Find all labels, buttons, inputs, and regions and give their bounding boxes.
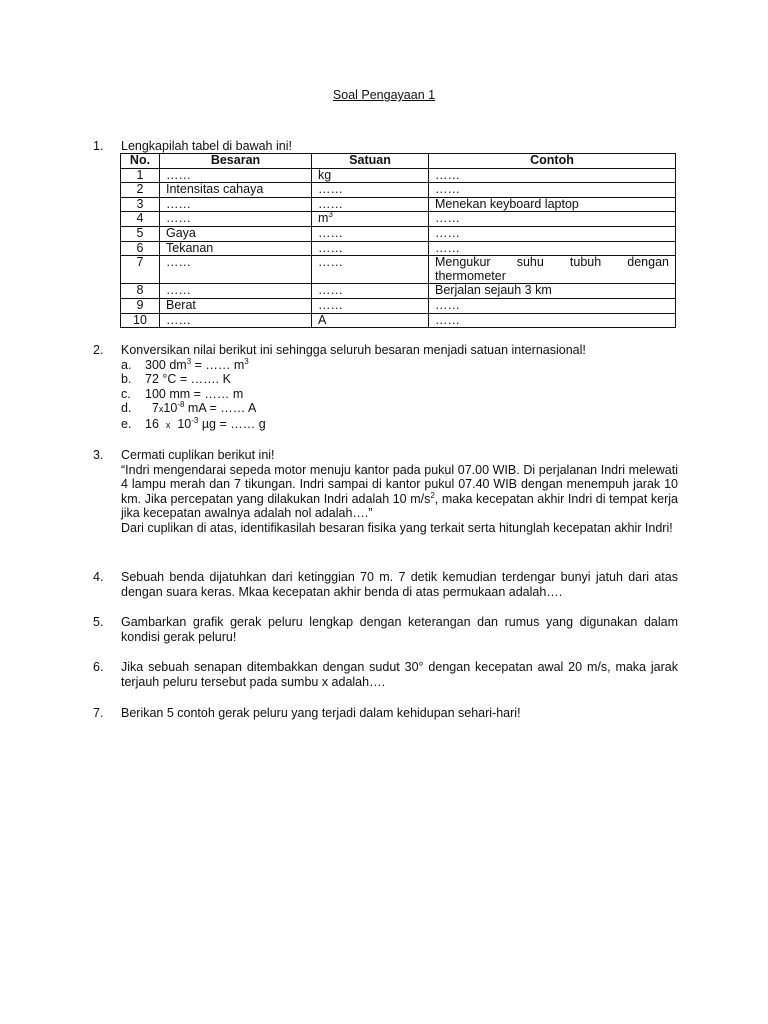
item-text: = …… m <box>191 357 245 372</box>
question-text: Lengkapilah tabel di bawah ini! <box>121 139 292 153</box>
contoh-word: tubuh <box>569 255 602 270</box>
list-item <box>121 401 678 417</box>
header-besaran: Besaran <box>160 154 312 169</box>
list-item <box>121 387 678 402</box>
quote-text <box>121 463 678 521</box>
cell-contoh: …… <box>429 241 676 256</box>
item-text: µg = …… g <box>198 416 266 431</box>
question-number: 5. <box>93 615 104 629</box>
list-item <box>121 358 678 373</box>
question-number: 6. <box>93 660 104 674</box>
cell-contoh: …… <box>429 313 676 328</box>
cell-no: 6 <box>121 241 160 256</box>
item-text: 72 °C = ……. K <box>145 372 231 387</box>
item-text: mA = …… A <box>184 401 257 416</box>
item-text: 300 dm <box>145 357 187 372</box>
cell-satuan: …… <box>312 298 429 313</box>
question-4 <box>93 570 678 599</box>
fill-in-table <box>120 153 676 328</box>
item-letter: d. <box>121 401 132 416</box>
cell-satuan: A <box>312 313 429 328</box>
contoh-word: Mengukur <box>435 255 491 270</box>
question-text: Konversikan nilai berikut ini sehingga seluruh besaran menjadi satuan internasional! <box>121 343 586 357</box>
cell-no: 7 <box>121 256 160 284</box>
page-title: Soal Pengayaan 1 <box>332 88 436 102</box>
cell-besaran: …… <box>160 168 312 183</box>
cell-no: 4 <box>121 212 160 227</box>
question-intro: Cermati cuplikan berikut ini! <box>121 448 275 462</box>
question-5 <box>93 615 678 644</box>
cell-satuan: …… <box>312 226 429 241</box>
quote-part: “Indri mengendarai sepeda motor menuju kantor pada pukul 07.00 WIB. Di perjalanan Indri melewati 4 lampu merah dan 7 tikungan. Indri sampai di kantor pukul 07.40 WIB dengan menempuh jarak 10 km. Jika percepatan yang dilakukan Indri adalah 10 m/s <box>121 462 678 506</box>
times-sign: x <box>158 404 164 415</box>
cell-satuan: kg <box>312 168 429 183</box>
cell-satuan: …… <box>312 197 429 212</box>
item-letter: a. <box>121 357 132 372</box>
table-row <box>121 298 676 313</box>
question-number: 3. <box>93 448 104 462</box>
exponent: 3 <box>186 356 192 366</box>
cell-besaran: …… <box>160 212 312 227</box>
question-text: Jika sebuah senapan ditembakkan dengan sudut 30° dengan kecepatan awal 20 m/s, maka jarak terjauh peluru tersebut pada sumbu x adalah…. <box>121 660 678 689</box>
table-row <box>121 284 676 299</box>
contoh-line-2: thermometer <box>435 268 506 283</box>
cell-besaran: Intensitas cahaya <box>160 183 312 198</box>
cell-contoh: Berjalan sejauh 3 km <box>429 284 676 299</box>
exponent: -3 <box>191 415 199 425</box>
question-1 <box>93 139 678 154</box>
cell-besaran: …… <box>160 313 312 328</box>
question-7 <box>93 706 678 721</box>
table-row <box>121 183 676 198</box>
contoh-word: dengan <box>627 255 669 270</box>
quote-part: , maka kecepatan akhir Indri di tempat kerja jika kecepatan awalnya adalah nol adalah….” <box>121 491 678 521</box>
exponent: -8 <box>177 400 185 410</box>
cell-satuan <box>312 212 429 227</box>
cell-besaran: Gaya <box>160 226 312 241</box>
cell-besaran: …… <box>160 256 312 284</box>
times-sign: x <box>165 419 171 430</box>
item-letter: e. <box>121 416 132 431</box>
cell-satuan: …… <box>312 284 429 299</box>
item-text: 16 <box>145 416 159 431</box>
cell-contoh: Menekan keyboard laptop <box>429 197 676 212</box>
item-letter: b. <box>121 372 132 387</box>
question-3 <box>93 448 678 536</box>
question-6 <box>93 660 678 689</box>
table-row <box>121 212 676 227</box>
question-2 <box>93 343 678 433</box>
table-row <box>121 256 676 284</box>
cell-no: 2 <box>121 183 160 198</box>
question-text: Gambarkan grafik gerak peluru lengkap dengan keterangan dan rumus yang digunakan dalam kondisi gerak peluru! <box>121 615 678 644</box>
cell-no: 3 <box>121 197 160 212</box>
list-item <box>121 417 678 433</box>
cell-besaran: Tekanan <box>160 241 312 256</box>
question-number: 1. <box>93 139 104 153</box>
item-letter: c. <box>121 386 131 401</box>
exponent: 3 <box>244 356 249 366</box>
table-row <box>121 197 676 212</box>
item-text: 100 mm = …… m <box>145 386 244 401</box>
cell-satuan: …… <box>312 241 429 256</box>
cell-no: 1 <box>121 168 160 183</box>
cell-besaran: …… <box>160 284 312 299</box>
cell-no: 8 <box>121 284 160 299</box>
question-text: Dari cuplikan di atas, identifikasilah besaran fisika yang terkait serta hitunglah kecepatan akhir Indri! <box>121 520 673 535</box>
list-item <box>121 372 678 387</box>
table-row <box>121 241 676 256</box>
cell-no: 9 <box>121 298 160 313</box>
table-header-row <box>121 154 676 169</box>
exponent: 2 <box>430 490 435 500</box>
cell-besaran: …… <box>160 197 312 212</box>
cell-contoh: …… <box>429 226 676 241</box>
unit-base: m <box>318 211 329 226</box>
cell-contoh: …… <box>429 298 676 313</box>
contoh-word: suhu <box>516 255 544 270</box>
table-row <box>121 168 676 183</box>
item-text: 7 <box>151 401 159 416</box>
item-text: 10 <box>177 416 192 431</box>
question-text: Sebuah benda dijatuhkan dari ketinggian 70 m. 7 detik kemudian terdengar bunyi jatuh dari atas dengan suara keras. Mkaa kecepatan akhir benda di atas permukaan adalah…. <box>121 570 678 599</box>
question-number: 7. <box>93 706 104 720</box>
question-number: 4. <box>93 570 104 584</box>
question-number: 2. <box>93 343 104 357</box>
table-row <box>121 313 676 328</box>
header-no: No. <box>121 154 160 169</box>
cell-contoh: …… <box>429 183 676 198</box>
contoh-line-1 <box>435 256 669 270</box>
cell-no: 10 <box>121 313 160 328</box>
cell-contoh <box>429 256 676 284</box>
header-contoh: Contoh <box>429 154 676 169</box>
table-row <box>121 226 676 241</box>
item-text: 10 <box>163 401 178 416</box>
cell-satuan: …… <box>312 183 429 198</box>
cell-satuan: …… <box>312 256 429 284</box>
unit-exponent: 3 <box>328 210 333 220</box>
header-satuan: Satuan <box>312 154 429 169</box>
cell-contoh: …… <box>429 212 676 227</box>
cell-besaran: Berat <box>160 298 312 313</box>
cell-contoh: …… <box>429 168 676 183</box>
question-text: Berikan 5 contoh gerak peluru yang terjadi dalam kehidupan sehari-hari! <box>121 706 521 720</box>
cell-no: 5 <box>121 226 160 241</box>
